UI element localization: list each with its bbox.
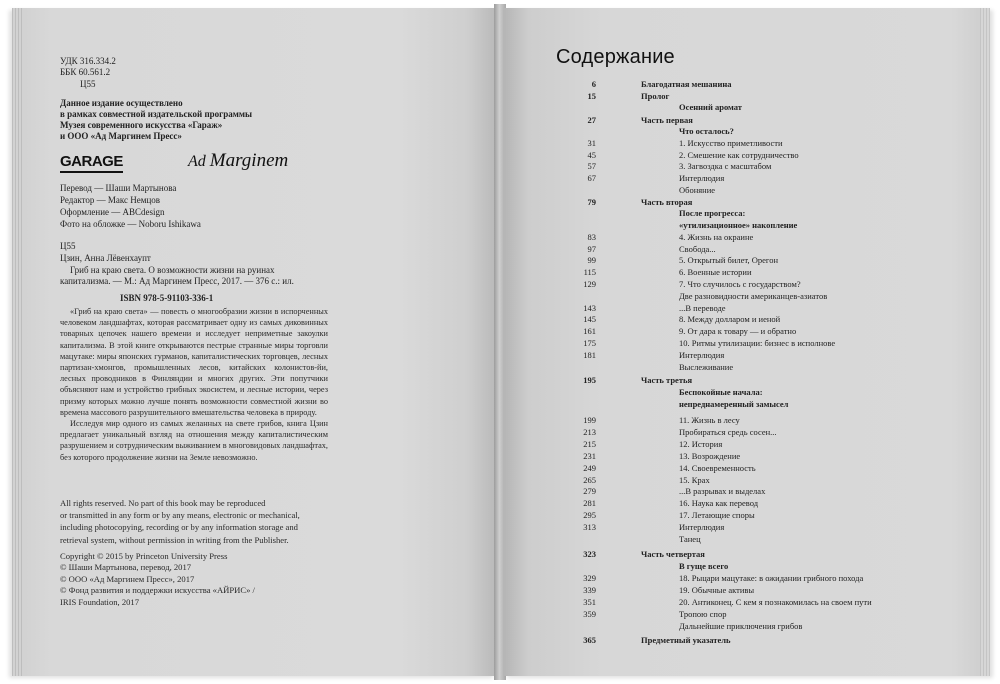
copyright-line: © Шаши Мартынова, перевод, 2017 bbox=[60, 562, 192, 573]
toc-row: 351 20. Антиконец. С кем я познакомилась на своем пути bbox=[583, 597, 872, 607]
toc-title: Содержание bbox=[556, 46, 675, 68]
toc-row: 45 2. Смешение как сотрудничество bbox=[587, 150, 799, 160]
toc-row: Дальнейшие приключения грибов bbox=[679, 621, 803, 631]
toc-row: 181 Интерлюдия bbox=[583, 350, 725, 360]
toc-row: 143 ...В переводе bbox=[583, 303, 726, 313]
annotation-paragraph: «Гриб на краю света» — повесть о многообразии жизни в испорченных человеком ландшафтах, которая рассматривает одну из самых диковинных товарных цепочек нашего времени и исследует неприметные закоулки капитализма. В этой книге открываются пестрые странные миры торговли мацутаке: миры японских гурманов, капиталистических торговцев, лесных партизан-хмонгов, промышленных лесов, китайских колонистов-йи, лесных проводников в Финляндии и многих других. Эти попутчики объясняют нам и устройство грибных экосистем, и лесные истории, через призму которых можно лучше понять возможности совместной жизни во времена массового разрушительного вмешательства человека в природу. bbox=[60, 307, 328, 417]
biblio-line: капитализма. — М.: Ад Маргинем Пресс, 2017. — 376 с.: ил. bbox=[60, 276, 294, 286]
toc-row: Обоняние bbox=[679, 185, 716, 195]
toc-row: 231 13. Возрождение bbox=[583, 451, 741, 461]
biblio-line: Гриб на краю света. О возможности жизни на руинах bbox=[70, 265, 275, 275]
garage-logo: GARAGE bbox=[60, 154, 123, 173]
toc-row: 323 Часть четвертая bbox=[583, 549, 705, 559]
toc-row: 115 6. Военные истории bbox=[583, 267, 752, 277]
toc-row: 83 4. Жизнь на окраине bbox=[587, 232, 754, 242]
copyright-line: © ООО «Ад Маргинем Пресс», 2017 bbox=[60, 573, 195, 584]
toc-row: 265 15. Крах bbox=[583, 475, 710, 485]
toc-row: 359 Тропою спор bbox=[583, 609, 727, 619]
toc-row: 99 5. Открытый билет, Орегон bbox=[587, 255, 778, 265]
toc-row: 329 18. Рыцари мацутаке: в ожидании грибного похода bbox=[583, 573, 864, 583]
toc-row: непреднамеренный замысел bbox=[679, 399, 789, 409]
annotation-paragraph: Исследуя мир одного из самых желанных на свете грибов, книга Цзин предлагает уникальный взгляд на отношения между капиталистическим разрушением и сотрудническим выживанием в многовидовых ландшафтах, без которого продолжение жизни на Земле невозможно. bbox=[60, 419, 328, 462]
toc-row: 365 Предметный указатель bbox=[583, 635, 731, 645]
toc-row: 213 Пробираться средь сосен... bbox=[583, 427, 777, 437]
toc-row: 145 8. Между долларом и иеной bbox=[583, 314, 781, 324]
toc-row: 295 17. Летающие споры bbox=[583, 510, 755, 520]
isbn: ISBN 978-5-91103-336-1 bbox=[120, 293, 214, 303]
author-line: Цзин, Анна Лёвенхаупт bbox=[60, 253, 151, 263]
toc-row: 339 19. Обычные активы bbox=[583, 585, 755, 595]
toc-row: 31 1. Искусство приметливости bbox=[587, 138, 783, 148]
credit-line: Оформление — ABCdesign bbox=[60, 207, 165, 217]
author-mark-2: Ц55 bbox=[60, 241, 76, 251]
toc-row: 313 Интерлюдия bbox=[583, 522, 725, 532]
author-mark: Ц55 bbox=[80, 79, 96, 89]
toc-row: «утилизационное» накопление bbox=[679, 220, 798, 230]
toc-row: 199 11. Жизнь в лесу bbox=[583, 415, 740, 425]
toc-row: 215 12. История bbox=[583, 439, 723, 449]
publication-note-line: Музея современного искусства «Гараж» bbox=[60, 120, 223, 130]
annotation bbox=[60, 306, 328, 463]
toc-row: 279 ...В разрывах и выделах bbox=[583, 486, 766, 496]
copyright-line: IRIS Foundation, 2017 bbox=[60, 596, 140, 607]
copyright-line: © Фонд развития и поддержки искусства «АЙРИС» / bbox=[60, 585, 255, 596]
credit-line: Перевод — Шаши Мартынова bbox=[60, 183, 177, 193]
toc-row: 161 9. От дара к товару — и обратно bbox=[583, 326, 797, 336]
toc-row: Две разновидности американцев-азиатов bbox=[679, 291, 828, 301]
toc-row: 57 3. Загвоздка с масштабом bbox=[587, 161, 772, 171]
credit-line: Фото на обложке — Noboru Ishikawa bbox=[60, 219, 201, 229]
toc-row: 6 Благодатная мешанина bbox=[591, 79, 732, 89]
bbk-code: ББК 60.561.2 bbox=[60, 67, 111, 77]
toc-row: 281 16. Наука как перевод bbox=[583, 498, 759, 508]
rights-line: All rights reserved. No part of this book may be reproduced bbox=[60, 498, 266, 508]
toc-row: Осенний аромат bbox=[679, 102, 742, 112]
copyright-line: Copyright © 2015 by Princeton University Press bbox=[60, 551, 228, 561]
udk-code: УДК 316.334.2 bbox=[60, 56, 116, 66]
toc-row: Что осталось? bbox=[679, 126, 734, 136]
publication-note-line: и ООО «Ад Маргинем Пресс» bbox=[60, 131, 182, 141]
copyright-block bbox=[60, 551, 255, 608]
toc-row: 195 Часть третья bbox=[583, 375, 693, 385]
toc-row: После прогресса: bbox=[679, 208, 746, 218]
toc-row: Беспокойные начала: bbox=[679, 387, 763, 397]
toc-row: 79 Часть вторая bbox=[587, 197, 693, 207]
toc-row: 175 10. Ритмы утилизации: бизнес в исполнове bbox=[583, 338, 836, 348]
toc-row: 27 Часть первая bbox=[587, 115, 693, 125]
rights-line: or transmitted in any form or by any means, electronic or mechanical, bbox=[60, 510, 300, 521]
rights-line: including photocopying, recording or by any information storage and bbox=[60, 522, 298, 533]
rights-statement bbox=[60, 497, 340, 546]
toc-row: Выслеживание bbox=[679, 362, 734, 372]
toc-row: 97 Свобода... bbox=[587, 244, 716, 254]
toc-row: В гуще всего bbox=[679, 561, 729, 571]
ad-marginem-logo bbox=[188, 150, 288, 172]
logo-marginem: Marginem bbox=[209, 150, 289, 171]
publication-note-line: Данное издание осуществлено bbox=[60, 98, 183, 108]
credit-line: Редактор — Макс Немцов bbox=[60, 195, 161, 205]
toc-row: 249 14. Своевременность bbox=[583, 463, 756, 473]
toc-row: 129 7. Что случилось с государством? bbox=[583, 279, 801, 289]
toc-row: Танец bbox=[679, 534, 701, 544]
publication-note-line: в рамках совместной издательской программы bbox=[60, 109, 253, 119]
logo-ad: Ad bbox=[188, 153, 206, 170]
rights-line: retrieval system, without permission in writing from the Publisher. bbox=[60, 534, 289, 545]
toc-row: 15 Пролог bbox=[587, 91, 670, 101]
toc-row: 67 Интерлюдия bbox=[587, 173, 725, 183]
